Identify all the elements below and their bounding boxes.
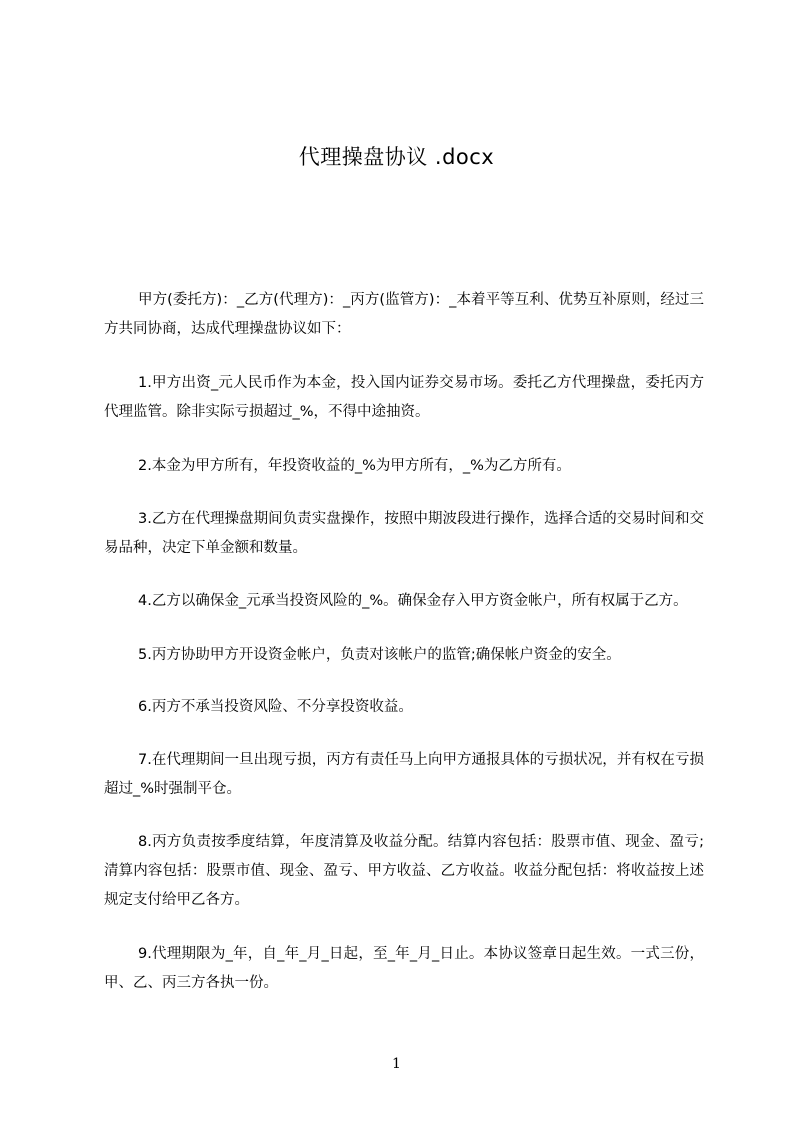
clause-3-paragraph: 3.乙方在代理操盘期间负责实盘操作，按照中期波段进行操作，选择合适的交易时间和交易品种，决定下单金额和数量。 — [104, 511, 704, 556]
clause-2-paragraph: 2.本金为甲方所有，年投资收益的_%为甲方所有，_%为乙方所有。 — [138, 458, 571, 474]
clause-8-paragraph: 8.丙方负责按季度结算，年度清算及收益分配。结算内容包括：股票市值、现金、盈亏;清算内容包括：股票市值、现金、盈亏、甲方收益、乙方收益。收益分配包括：将收益按上述规定支付给甲乙各方。 — [104, 834, 704, 908]
document-body — [104, 286, 704, 1024]
clause-9-paragraph: 9.代理期限为_年，自_年_月_日起，至_年_月_日止。本协议签章日起生效。一式三份，甲、乙、丙三方各执一份。 — [104, 946, 704, 991]
intro-paragraph: 甲方(委托方)：_乙方(代理方)：_丙方(监管方)：_本着平等互利、优势互补原则，经过三方共同协商，达成代理操盘协议如下： — [104, 292, 704, 337]
clause-6-paragraph: 6.丙方不承当投资风险、不分享投资收益。 — [138, 699, 413, 715]
document-title: 代理操盘协议 .docx — [298, 145, 495, 169]
clause-1-paragraph: 1.甲方出资_元人民币作为本金，投入国内证券交易市场。委托乙方代理操盘，委托丙方代理监管。除非实际亏损超过_%，不得中途抽资。 — [104, 375, 704, 420]
clause-5-paragraph: 5.丙方协助甲方开设资金帐户，负责对该帐户的监管;确保帐户资金的安全。 — [138, 647, 621, 663]
page-number: 1 — [392, 1056, 401, 1072]
clause-7-paragraph: 7.在代理期间一旦出现亏损，丙方有责任马上向甲方通报具体的亏损状况，并有权在亏损超过_%时强制平仓。 — [104, 752, 704, 797]
clause-4-paragraph: 4.乙方以确保金_元承当投资风险的_%。确保金存入甲方资金帐户，所有权属于乙方。 — [138, 593, 688, 609]
